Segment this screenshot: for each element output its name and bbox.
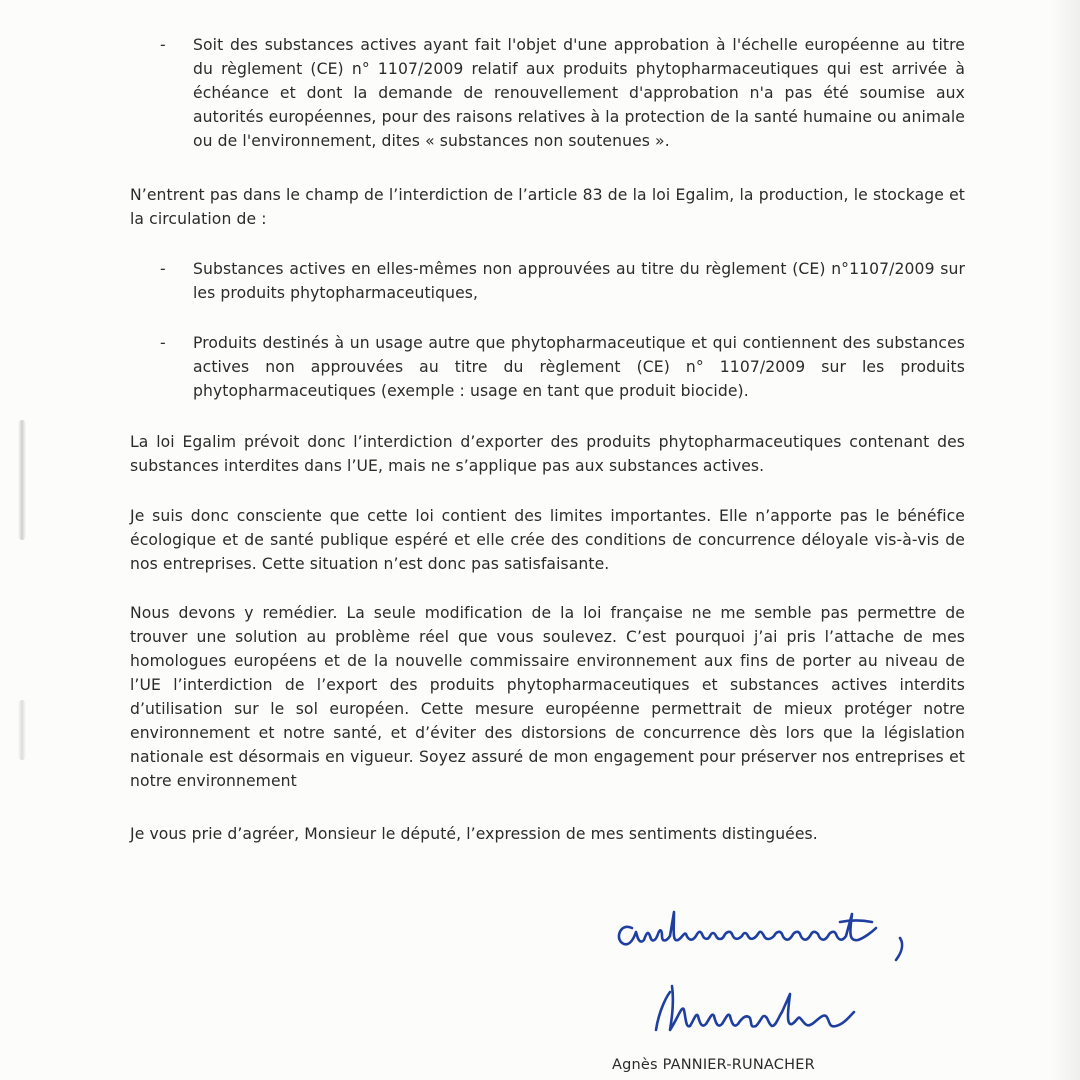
- paragraph-scope: N’entrent pas dans le champ de l’interdiction de l’article 83 de la loi Egalim, la production, le stockage et la circulation de :: [130, 186, 965, 228]
- closing-formula: Je vous prie d’agréer, Monsieur le député, l’expression de mes sentiments distinguées.: [130, 825, 818, 843]
- signature-stroke-name: [656, 986, 854, 1030]
- bullet-item-active-substances: Substances actives en elles-mêmes non approuvées au titre du règlement (CE) n°1107/2009 sur les produits phytopharmaceutiques,: [193, 260, 965, 302]
- bullet-marker: -: [160, 36, 166, 54]
- signature-stroke-comma: [896, 938, 902, 960]
- bullet-marker: -: [160, 334, 166, 352]
- scan-right-edge: [1050, 0, 1080, 1080]
- signature-stroke-salutation: [619, 912, 876, 944]
- signer-name: Agnès PANNIER-RUNACHER: [612, 1057, 815, 1073]
- signature-stroke-crossbar: [840, 921, 872, 923]
- paragraph-egalim-export: La loi Egalim prévoit donc l’interdiction d’exporter des produits phytopharmaceutiques contenant des substances interdites dans l’UE, mais ne s’applique pas aux substances actives.: [130, 433, 965, 475]
- paragraph-remedy: Nous devons y remédier. La seule modification de la loi française ne me semble pas permettre de trouver une solution au problème réel que vous soulevez. C’est pourquoi j’ai pris l’attache de mes homologues européens et de la nouvelle commissaire environnement aux fins de porter au niveau de l’UE l’interdiction de l’export des produits phytopharmaceutiques et substances actives interdits d’utilisation sur le sol européen. Cette mesure européenne permettrait de mieux protéger notre environnement et notre santé, et d’éviter des distorsions de concurrence dès lors que la législation nationale est désormais en vigueur. Soyez assuré de mon engagement pour préserver nos entreprises et notre environnement: [130, 604, 965, 790]
- handwritten-signature: [600, 900, 960, 1070]
- scan-edge-shadow: [18, 420, 26, 540]
- bullet-marker: -: [160, 260, 166, 278]
- paragraph-limits: Je suis donc consciente que cette loi contient des limites importantes. Elle n’apporte pas le bénéfice écologique et de santé publique espéré et elle crée des conditions de concurrence déloyale vis-à-vis de nos entreprises. Cette situation n’est donc pas satisfaisante.: [130, 507, 965, 573]
- bullet-item-unsupported-substances: Soit des substances actives ayant fait l'objet d'une approbation à l'échelle européenne au titre du règlement (CE) n° 1107/2009 relatif aux produits phytopharmaceutiques qui est arrivée à échéance et dont la demande de renouvellement d'approbation n'a pas été soumise aux autorités européennes, pour des raisons relatives à la protection de la santé humaine ou animale ou de l'environnement, dites « substances non soutenues ».: [193, 36, 965, 150]
- scan-edge-shadow: [18, 700, 26, 760]
- signature-ink: [600, 900, 960, 1050]
- bullet-item-other-use-products: Produits destinés à un usage autre que phytopharmaceutique et qui contiennent des substances actives non approuvées au titre du règlement (CE) n° 1107/2009 sur les produits phytopharmaceutiques (exemple : usage en tant que produit biocide).: [193, 334, 965, 400]
